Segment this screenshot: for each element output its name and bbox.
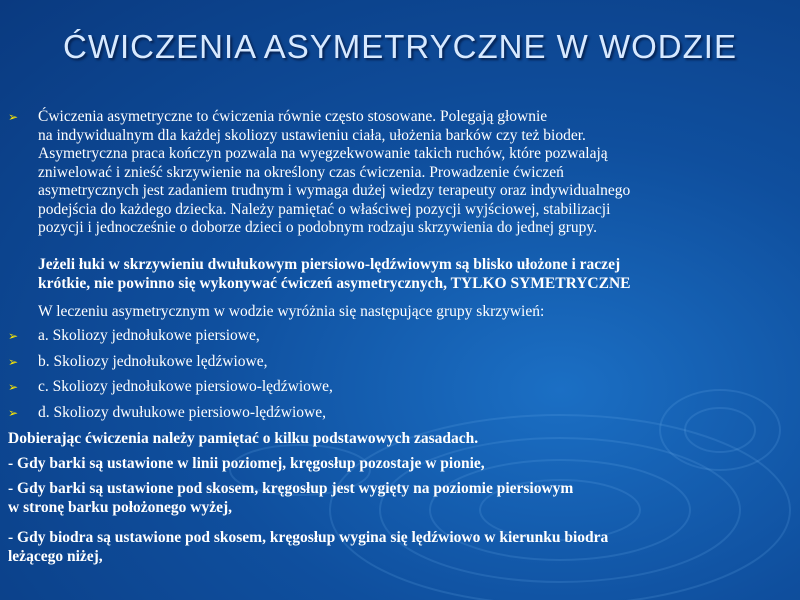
slide-title: ĆWICZENIA ASYMETRYCZNE W WODZIE bbox=[63, 28, 737, 65]
group-label: a. Skoliozy jednołukowe piersiowe, bbox=[38, 327, 260, 344]
group-label: b. Skoliozy jednołukowe lędźwiowe, bbox=[38, 353, 268, 370]
groups-intro: W leczeniu asymetrycznym w wodzie wyróżnia się następujące grupy skrzywień: bbox=[38, 303, 545, 320]
rule-item: - Gdy barki są ustawione w linii poziomej, kręgosłup pozostaje w pionie, bbox=[8, 455, 485, 472]
group-label: c. Skoliozy jednołukowe piersiowo-lędźwiowe, bbox=[38, 378, 333, 395]
rules-heading: Dobierając ćwiczenia należy pamiętać o kilku podstawowych zasadach. bbox=[8, 430, 479, 447]
arrow-bullet-icon: ➢ bbox=[8, 406, 19, 420]
group-label: d. Skoliozy dwułukowe piersiowo-lędźwiowe, bbox=[38, 404, 326, 421]
arrow-bullet-icon: ➢ bbox=[8, 329, 19, 343]
rule-item: - Gdy biodra są ustawione pod skosem, kręgosłup wygina się lędźwiowo w kierunku biodra leżącego niżej, bbox=[8, 529, 609, 565]
arrow-bullet-icon: ➢ bbox=[8, 380, 19, 394]
warning-paragraph: Jeżeli łuki w skrzywieniu dwułukowym piersiowo-lędźwiowym są blisko ułożone i raczej krótkie, nie powinno się wykonywać ćwiczeń asymetrycznych, TYLKO SYMETRYCZNE bbox=[38, 256, 631, 292]
arrow-bullet-icon: ➢ bbox=[8, 110, 19, 124]
arrow-bullet-icon: ➢ bbox=[8, 355, 19, 369]
rule-item: - Gdy barki są ustawione pod skosem, kręgosłup jest wygięty na poziomie piersiowym w stronę barku położonego wyżej, bbox=[8, 480, 574, 516]
intro-paragraph: Ćwiczenia asymetryczne to ćwiczenia równie często stosowane. Polegają głownie na indywidualnym dla każdej skoliozy ustawieniu ciała, ułożenia barków czy też bioder. Asymetryczna praca kończyn pozwala na wyegzekwowanie takich ruchów, które pozwalają zniwelować i znieść skrzywienie na określony czas ćwiczenia. Prowadzenie ćwiczeń asymetrycznych jest zadaniem trudnym i wymaga dużej wiedzy terapeuty oraz indywidualnego podejścia do każdego dziecka. Należy pamiętać o właściwej pozycji wyjściowej, stabilizacji pozycji i jednocześnie o doborze dzieci o podobnym rodzaju skrzywienia do jednej grupy. bbox=[38, 108, 631, 236]
